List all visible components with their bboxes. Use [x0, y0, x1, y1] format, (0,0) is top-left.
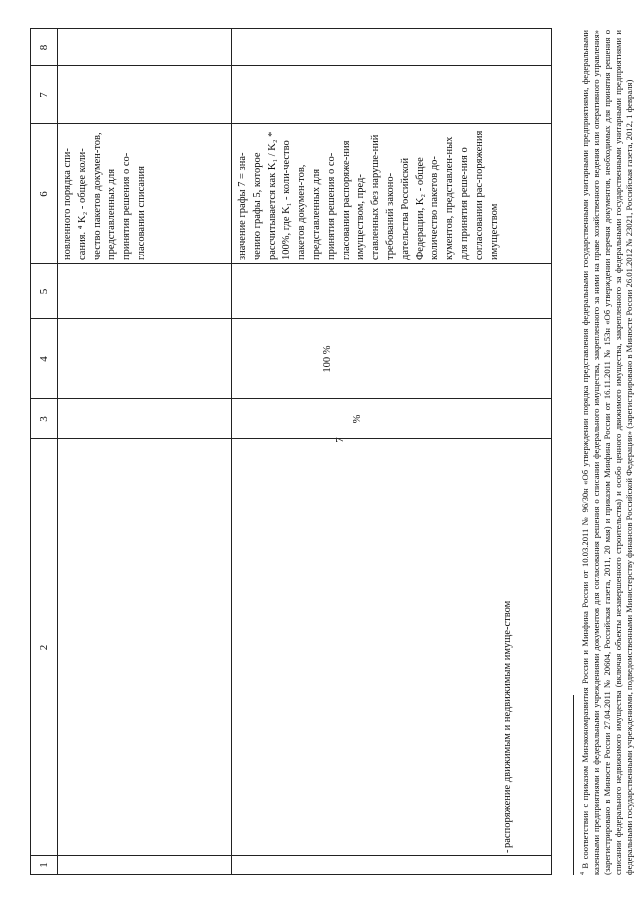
column-divider — [31, 123, 551, 124]
row2-col2-text: распоряжение движимым и недвижимым имуще-ством — [502, 600, 513, 848]
column-number: 8 — [38, 44, 50, 51]
column-divider — [31, 438, 551, 439]
column-number: 2 — [38, 644, 50, 651]
data-table — [30, 28, 552, 875]
row1-col6-text: новленного порядка спи-сания. ⁴ K₂ - общее коли-чество пакетов докумен-тов, представленных для принятия решения о со-гласовании списания — [62, 132, 147, 260]
column-divider — [31, 263, 551, 264]
footnote — [578, 30, 635, 875]
row2-col6-text: значение графы 7 = зна-чению графы 5, которое рассчитывается как K₁ / K₂ * 100%, где K₁ - коли-чество пакетов докумен-тов, представленных для принятия решения о со-гласовании распоряже-ния имуществом, пред-ставленных без наруше-ний требований законо-дательства Российской Федерации, K₂ - общее количество пакетов до-кументов, представлен-ных для принятия реше-ния о согласовании рас-поряжения имуществом — [237, 130, 500, 260]
row2-col4-value: 100 % — [322, 345, 333, 373]
row-separator — [231, 29, 232, 874]
page-number: 7 — [334, 437, 346, 443]
column-number: 4 — [38, 356, 50, 362]
column-number: 5 — [38, 288, 50, 295]
column-number: 3 — [38, 416, 50, 422]
footnote-marker: 4 — [580, 872, 586, 875]
column-divider — [31, 318, 551, 319]
row2-col1-dash: - — [502, 849, 513, 853]
column-divider — [31, 398, 551, 399]
header-separator — [57, 29, 58, 874]
column-divider — [31, 65, 551, 66]
row2-col3-unit: % — [352, 414, 363, 424]
footnote-text: В соответствии с приказом Минэкономразвития России и Минфина России от 10.03.2011 № 96/30н «Об утверждении порядка представления федеральными государственными унитарными предприятиями, федеральными казенными предприятиями и федеральными учреждениями документов для согласования решения о списании федерального имущества, закрепленного за ними на праве хозяйственного ведения или оперативного управления» (зарегистрировано в Минюсте России 27.04.2011 № 20604, Российская газета, 2011, 20 мая) и приказом Минфина России от 16.11.2011 № 153н «Об утверждении перечня документов, необходимых для принятия решения о списании федерального недвижимого имущества (включая объекты незавершенного строительства) и особо ценного движимого имущества, закрепленного за федеральными государственными унитарными предприятиями и федеральными государственными учреждениями, подведомственными Министерству финансов Российской Федерации» (зарегистрировано в Минюсте России 26.01.2012 № 23021, Российская газета, 2012, 1 февраля) — [579, 30, 634, 875]
column-number: 6 — [38, 191, 50, 197]
footnote-rule — [573, 695, 574, 875]
column-divider — [31, 855, 551, 856]
column-number: 1 — [38, 862, 50, 868]
column-number: 7 — [38, 92, 50, 98]
